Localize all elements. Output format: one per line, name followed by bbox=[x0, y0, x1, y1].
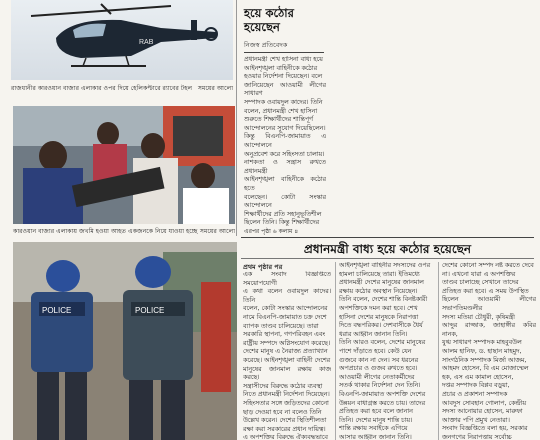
text-line: আলম হানিফ, ড. হাছান মাহমুদ, bbox=[442, 347, 522, 355]
text-line: এ অপশক্তির বিরুদ্ধে ঐক্যবদ্ধভাবে bbox=[243, 434, 328, 440]
text-line: হাসিনা দেশের মানুষকে নিরাপত্তা bbox=[339, 313, 419, 321]
continuation-col-1 bbox=[243, 271, 331, 440]
text-line: না। এখনো যারা এ অপশক্তির bbox=[442, 270, 516, 278]
crowd-photo bbox=[13, 106, 235, 224]
text-line: জানিয়েছেন আওয়ামী লীগের সাধারণ bbox=[244, 81, 326, 98]
rab-logo-text: RAB bbox=[139, 39, 154, 46]
caption-1-text: রাজধানীর কারওয়ান বাজার এলাকার ওপর দিয়ে হেলিকপ্টারে র‍্যাবের টহল bbox=[11, 85, 193, 92]
text-line: শুরুতে শিক্ষার্থীদের শান্তিপূর্ণ bbox=[244, 116, 313, 124]
text-line: সম্পাদক ওবায়দুল কাদের। তিনি bbox=[244, 98, 323, 106]
text-line: বলেন, প্রধানমন্ত্রী শেখ হাসিনা bbox=[244, 107, 318, 115]
text-line: দিতে বদ্ধপরিকর। দেশবাসীকে ধৈর্য bbox=[339, 322, 423, 330]
text-line: সংবাদ বিজ্ঞপ্তিতে বলা হয়, সরকার bbox=[442, 425, 528, 433]
photo-caption-2 bbox=[13, 228, 235, 236]
text-line: প্রধানমন্ত্রী শেখ হাসিনা বাধ্য হয়ে bbox=[244, 56, 323, 63]
text-line: কিন্তু বিএনপি-জামায়াত এ আন্দোলনে bbox=[244, 133, 326, 149]
text-line: আন্দোলনের সুযোগ দিয়েছিলেন। bbox=[244, 124, 326, 132]
continuation-from-label: প্রথম পৃষ্ঠার পর bbox=[243, 263, 283, 271]
text-line: উল্লেখ করেন। দেশের স্থিতিশীলতা bbox=[243, 417, 327, 425]
continuation-col-3 bbox=[442, 262, 536, 440]
text-line: জনগণের নিরাপত্তায় সর্বোচ্চ bbox=[442, 433, 512, 440]
top-story-headline: হয়ে কঠোর হয়েছেন bbox=[244, 6, 294, 34]
text-line: মানুষের জানমাল রক্ষায় কাজ করছে। bbox=[243, 365, 331, 382]
text-line: প্রধানমন্ত্রী দেশের মানুষের জানমাল bbox=[339, 279, 424, 287]
col-divider-1 bbox=[335, 262, 336, 440]
text-line: নিতে প্রধানমন্ত্রী নির্দেশনা দিয়েছেন। bbox=[243, 391, 330, 399]
text-line: শান্তি রক্ষায় সবাইকে এগিয়ে bbox=[339, 425, 408, 433]
text-line: বলেছেন। কোটা সংস্কার আন্দোলনে bbox=[244, 193, 326, 210]
continuation-headline: প্রধানমন্ত্রী বাধ্য হয়ে কঠোর হয়েছেন bbox=[303, 242, 472, 256]
text-line: আসার আহ্বান জানান তিনি। bbox=[339, 433, 412, 440]
helicopter-photo bbox=[11, 0, 233, 80]
continued-note: এরপর পৃষ্ঠা ৬ কলাম ৪ bbox=[244, 228, 299, 235]
text-line: সহিংসতার সঙ্গে জড়িতদের কোনো bbox=[243, 399, 329, 407]
text-line: তাণ্ডব চালাচ্ছে সেখানে তাদের bbox=[442, 279, 519, 287]
police-vest-2-text: POLICE bbox=[135, 306, 165, 315]
text-line: নাশকতা ও সন্ত্রাস রুখতে প্রধানমন্ত্রী bbox=[244, 159, 326, 175]
caption-2-credit: সময়ের আলো bbox=[199, 228, 235, 235]
text-line: শিক্ষার্থীদের প্রতি সহানুভূতিশীল bbox=[244, 210, 322, 218]
text-line: উন্নয়ন বাধাগ্রস্ত করতে চায়। তাদের bbox=[339, 399, 426, 407]
text-line: ছাড় দেওয়া হবে না বলেও তিনি bbox=[243, 408, 322, 416]
text-line: সন্ত্রাসীদের বিরুদ্ধে কঠোর ব্যবস্থা bbox=[243, 382, 323, 390]
caption-2-text: কারওয়ান বাজার এলাকায় জখমি হওয়া আহত একজনকে নিয়ে যাওয়া হচ্ছে bbox=[13, 228, 198, 235]
text-line: যুগ্ম সাধারণ সম্পাদক মাহবুবউল bbox=[442, 339, 522, 347]
police-vest-1-text: POLICE bbox=[42, 306, 72, 315]
text-line: আব্দুর রাজ্জাক, জাহাঙ্গীর কবির নানক, bbox=[442, 322, 536, 338]
text-line: এ কথা বলেন ওবায়দুল কাদের। তিনি bbox=[243, 288, 331, 304]
text-line: রক্ষায় কঠোর অবস্থান নিয়েছেন। bbox=[339, 287, 418, 295]
caption-1-credit: সময়ের আলো bbox=[197, 85, 233, 92]
text-line: তিনি। দেশের মানুষ শান্তি চায়। bbox=[339, 416, 413, 424]
crowd-illustration bbox=[13, 106, 235, 224]
text-line: আইনশৃঙ্খলা বাহিনীর সদস্যদের ওপর bbox=[339, 262, 431, 269]
police-photo bbox=[13, 242, 237, 440]
text-line: ছিলেন আওয়ামী লীগের সভাপতিমণ্ডলীর bbox=[442, 296, 536, 312]
text-line: সাংগঠনিক সম্পাদক মির্জা আজম, bbox=[442, 356, 527, 364]
text-line: সরকারি স্থাপনা, গণপরিবহন এবং bbox=[243, 331, 326, 339]
text-line: দেশের কোনো সম্পদ নষ্ট করতে দেবে bbox=[442, 262, 534, 269]
text-line: তিনি আরও বলেন, দেশের মানুষের bbox=[339, 339, 426, 347]
text-line: দপ্তর সম্পাদক বিপ্লব বড়ুয়া, bbox=[442, 382, 510, 390]
text-line: গুজবে কান না দেন। সব ধরনের bbox=[339, 356, 419, 364]
text-line: হামলা চালিয়েছে তারা। ইতিমধ্যে bbox=[339, 270, 420, 278]
helicopter-illustration bbox=[11, 0, 233, 80]
text-line: আহমদ হোসেন, বি এম মোজাম্মেল bbox=[442, 365, 529, 373]
text-line: প্রচার ও প্রকাশনা সম্পাদক bbox=[442, 390, 508, 398]
text-line: অনুপ্রবেশ করে সহিংসতা চালায়। bbox=[244, 150, 325, 158]
text-line: পাশে দাঁড়াতে হবে। কেউ যেন bbox=[339, 347, 412, 355]
text-line: করেছে। আইনশৃঙ্খলা বাহিনী দেশের bbox=[243, 356, 331, 364]
text-line: নামে বিএনপি-জামায়াত চক্র দেশে bbox=[243, 313, 327, 321]
text-line: রাষ্ট্রীয় সম্পদে অগ্নিসংযোগ করেছে। bbox=[243, 339, 331, 347]
text-line: সদস্য মতিয়া চৌধুরী, কৃষিমন্ত্রী bbox=[442, 313, 515, 321]
headline-rule bbox=[241, 258, 534, 259]
section-divider bbox=[241, 237, 534, 238]
col-divider-2 bbox=[438, 262, 439, 440]
text-line: আওয়ামী লীগের নেতাকর্মীদের bbox=[339, 373, 415, 381]
police-illustration bbox=[13, 242, 237, 440]
top-story-body bbox=[244, 56, 326, 228]
text-line: বলেন, কোটা সংস্কার আন্দোলনের bbox=[243, 305, 328, 313]
column-divider bbox=[236, 0, 237, 236]
photo-caption-1 bbox=[11, 85, 233, 93]
byline-rule bbox=[244, 52, 324, 53]
text-line: রক্ষা করা সরকারের প্রধান দায়িত্ব। bbox=[243, 425, 326, 433]
text-line: অপপ্রচার ও গুজব রুখতে হবে। bbox=[339, 365, 418, 373]
continuation-col-2 bbox=[339, 262, 435, 440]
text-line: দেশের মানুষ এ নৈরাজ্য প্রত্যাখ্যান bbox=[243, 348, 328, 356]
text-line: ছিলেন তিনি। কিন্তু শিক্ষার্থীদের bbox=[244, 219, 320, 227]
text-line: ধরার আহ্বান জানান তিনি। bbox=[339, 330, 408, 338]
top-story-byline: নিজস্ব প্রতিবেদক bbox=[244, 41, 288, 49]
text-line: হক, এস এম কামাল হোসেন, bbox=[442, 373, 514, 381]
text-line: সতর্ক থাকার নির্দেশনা দেন তিনি। bbox=[339, 382, 421, 390]
text-line: এক সংবাদ বিজ্ঞপ্তিতে সময়োপযোগী bbox=[243, 271, 331, 287]
text-line: তিনি বলেন, দেশের শান্তি বিনষ্টকারী bbox=[339, 296, 428, 304]
text-line: আইনশৃঙ্খলা বাহিনীকে কঠোর bbox=[244, 64, 318, 72]
text-line: ব্যাপক তাণ্ডব চালিয়েছে। তারা bbox=[243, 322, 319, 330]
text-line: প্রতিহত করা হবে বলে জানান bbox=[339, 408, 413, 416]
text-line: বিএনপি-জামায়াত অপশক্তি দেশের bbox=[339, 390, 426, 398]
text-line: আবদুস সোবহান গোলাপ, কেন্দ্রীয় bbox=[442, 399, 527, 407]
text-line: সদস্য আনোয়ার হোসেন, মারুফা bbox=[442, 408, 523, 416]
text-line: হওয়ার নির্দেশনা দিয়েছেন। বলে bbox=[244, 73, 323, 81]
text-line: প্রতিহত করা হবে। এ সময় উপস্থিত bbox=[442, 287, 529, 295]
text-line: আক্তার পপি প্রমুখ নেতারা। bbox=[442, 416, 510, 424]
text-line: আইনশৃঙ্খলা বাহিনীকে কঠোর হতে bbox=[244, 176, 326, 192]
text-line: অপশক্তিকে দমন করা হবে। শেখ bbox=[339, 304, 418, 312]
